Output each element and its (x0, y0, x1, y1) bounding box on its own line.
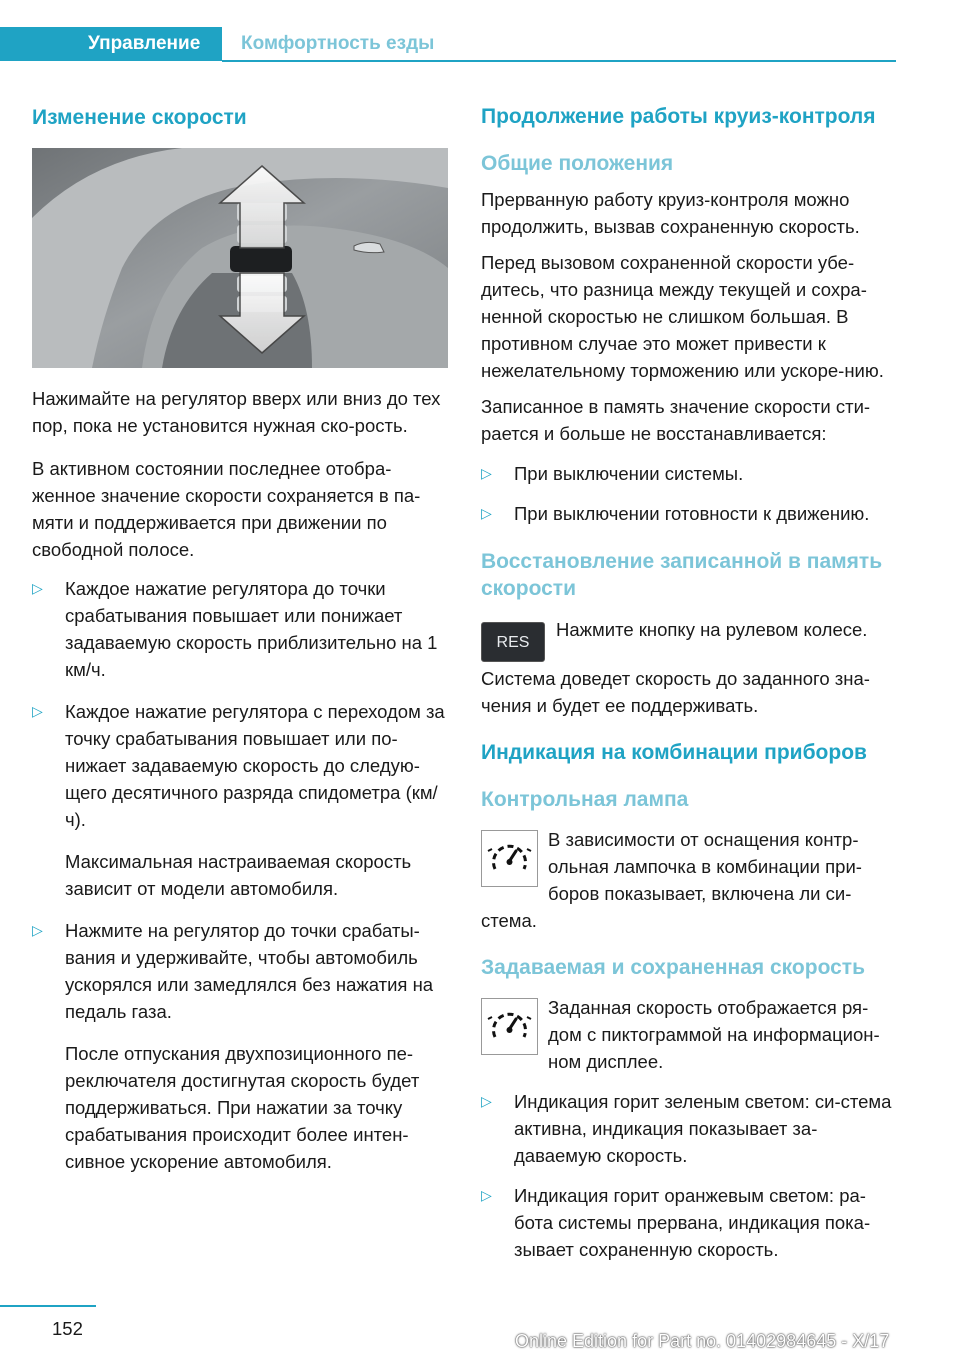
heading-instrument-cluster: Индикация на комбинации приборов (481, 741, 867, 764)
bullet-triangle-icon: ▷ (481, 1187, 492, 1203)
bullet-text: Индикация горит зеленым светом: си-стема активна, индикация показывает за-даваемую скорость. (514, 1091, 892, 1166)
lamp-description-text: В зависимости от оснащения контр-ольная лампочка в комбинации при-боров показывает, включена ли си-стема. (481, 829, 862, 931)
header-rule (222, 60, 896, 62)
bullet-triangle-icon: ▷ (32, 580, 43, 596)
res-instruction-text: Нажмите кнопку на рулевом колесе. (556, 619, 868, 640)
paragraph-before-resume: Перед вызовом сохраненной скорости убе-дитесь, что разница между текущей и сохра-ненной скоростью не слишком большая. В противном случае это может привести к нежелательному торможению или ускоре-нию. (481, 252, 884, 381)
speedometer-indicator-icon (481, 830, 538, 887)
bullet-triangle-icon: ▷ (481, 505, 492, 521)
bullet-triangle-icon: ▷ (481, 1093, 492, 1109)
edition-watermark: Online Edition for Part no. 01402984645 - X/17 (515, 1331, 890, 1351)
bullet-note (32, 848, 448, 902)
bullet-item (481, 1182, 895, 1263)
subheading-restore-speed: Восстановление записанной в память скорости (481, 550, 883, 600)
subheading-set-stored-speed: Задаваемая и сохраненная скорость (481, 956, 865, 979)
set-speed-description-text: Заданная скорость отображается ря-дом с пиктограммой на информацион-ном дисплее. (548, 997, 880, 1072)
bullet-item (481, 460, 895, 487)
paragraph-active-state: В активном состоянии последнее отобра-женное значение скорости сохраняется в па-мяти и поддерживается при движении по свободной полосе. (32, 458, 421, 560)
bullet-item (481, 500, 895, 527)
subheading-indicator-lamp: Контрольная лампа (481, 788, 689, 811)
paragraph-press-regulator: Нажимайте на регулятор вверх или вниз до тех пор, пока не установится нужная ско-рость. (32, 388, 441, 436)
heading-speed-change: Изменение скорости (32, 106, 247, 129)
set-speed-description (481, 994, 895, 1075)
left-column (32, 98, 448, 1175)
speedometer-indicator-icon (481, 998, 538, 1055)
steering-wheel-photo (32, 148, 448, 368)
bullet-item (481, 1088, 895, 1169)
res-button-icon: RES (481, 622, 545, 662)
bullet-triangle-icon: ▷ (481, 465, 492, 481)
steering-wheel-illustration (32, 148, 448, 368)
section-tab-active: Управление (0, 27, 222, 61)
paragraph-resume: Прерванную работу круиз-контроля можно продолжить, вызвав сохраненную скорость. (481, 189, 860, 237)
section-tab-inactive: Комфортность езды (241, 33, 435, 54)
bullet-text: Каждое нажатие регулятора до точки срабатывания повышает или понижает задаваемую скорость приблизительно на 1 км/ч. (65, 578, 438, 680)
bullet-text: Нажмите на регулятор до точки срабаты-вания и удерживайте, чтобы автомобиль ускорялся или замедлялся без нажатия на педаль газа. (65, 920, 434, 1022)
lamp-description (481, 826, 895, 934)
bullet-note (32, 1040, 448, 1175)
bullet-triangle-icon: ▷ (32, 922, 43, 938)
paragraph-erased: Записанное в память значение скорости сти-рается и больше не восстанавливается: (481, 396, 871, 444)
footer-rule (0, 1305, 96, 1307)
bullet-note-text: После отпускания двухпозиционного пе-реключателя достигнутая скорость будет поддерживаться. При нажатии за точку срабатывания происходит более интен-сивное ускорение автомобиля. (65, 1043, 420, 1172)
bullet-item (32, 575, 448, 683)
bullet-note-text: Максимальная настраиваемая скорость зависит от модели автомобиля. (65, 851, 412, 899)
subheading-general: Общие положения (481, 152, 674, 175)
bullet-item (32, 917, 448, 1025)
page-number: 152 (52, 1318, 83, 1339)
bullet-item (32, 698, 448, 833)
res-instruction (481, 616, 895, 662)
bullet-text: При выключении системы. (514, 463, 744, 484)
bullet-triangle-icon: ▷ (32, 703, 43, 719)
heading-resume-cruise: Продолжение работы круиз-контроля (481, 105, 876, 128)
paragraph-system-restores: Система доведет скорость до заданного зна-чения и будет ее поддерживать. (481, 668, 870, 716)
bullet-text: Индикация горит оранжевым светом: ра-бота системы прервана, индикация пока-зывает сохраненную скорость. (514, 1185, 871, 1260)
bullet-text: Каждое нажатие регулятора с переходом за точку срабатывания повышает или по-нижает задаваемую скорость до следую-щего десятичного разряда спидометра (км/ч). (65, 701, 445, 830)
bullet-text: При выключении готовности к движению. (514, 503, 870, 524)
right-column (481, 98, 895, 1263)
